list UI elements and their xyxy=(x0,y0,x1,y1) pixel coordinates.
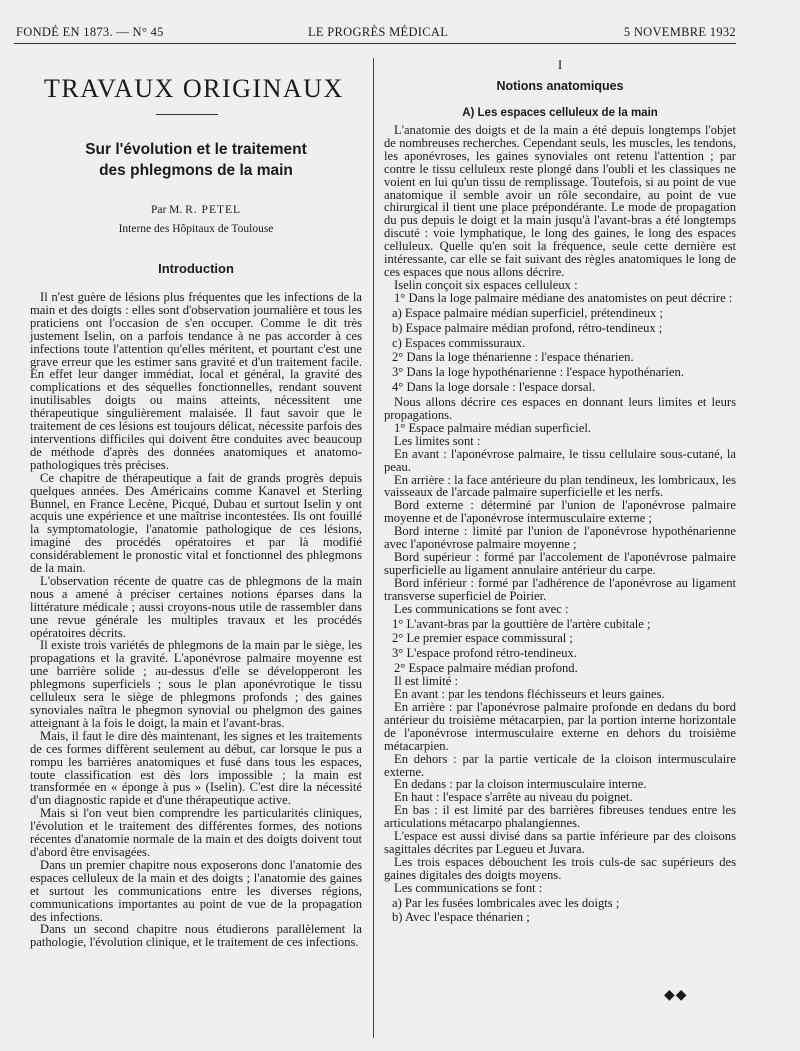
list-item: a) Espace palmaire médian superficiel, prétendineux ; xyxy=(392,305,663,320)
running-header xyxy=(16,25,736,41)
paragraph: En dehors : par la partie verticale de la cloison intermusculaire externe. xyxy=(384,751,736,779)
left-column xyxy=(30,58,362,949)
paragraph: Bord externe : déterminé par l'union de l'aponévrose palmaire moyenne et de l'aponévrose intermusculaire externe ; xyxy=(384,498,736,526)
byline-prefix: Par M. xyxy=(150,204,183,216)
part-title: Notions anatomiques xyxy=(496,79,624,93)
list-item: c) Espaces commissuraux. xyxy=(392,335,526,350)
list-item: b) Avec l'espace thénarien ; xyxy=(392,910,530,925)
section-title: TRAVAUX ORIGINAUX xyxy=(44,74,344,103)
header-founding: FONDÉ EN 1873. — N° 45 xyxy=(16,25,164,39)
list-item: 2° Le premier espace commissural ; xyxy=(392,631,573,646)
article-title xyxy=(30,139,362,181)
list-item: b) Espace palmaire médian profond, rétro-tendineux ; xyxy=(392,320,663,335)
article-title-line-1: Sur l'évolution et le traitement xyxy=(85,141,307,158)
list-item: 2° Dans la loge thénarienne : l'espace thénarien. xyxy=(392,350,634,365)
paragraph: En arrière : par l'aponévrose palmaire profonde en dedans du bord antérieur du troisième métacarpien, par la portion interne horizontale de l'aponévrose intermusculaire externe en dehors du troisième métacarpien. xyxy=(384,699,736,753)
paragraph: Nous allons décrire ces espaces en donnant leurs limites et leurs propagations. xyxy=(384,395,736,423)
paragraph: Iselin conçoit six espaces celluleux : xyxy=(394,277,578,292)
right-column xyxy=(384,58,736,926)
introduction-heading: Introduction xyxy=(158,261,234,276)
column-divider xyxy=(373,58,374,1038)
header-journal-title: LE PROGRÈS MÉDICAL xyxy=(308,25,449,39)
list-item: 3° Dans la loge hypothénarienne : l'espace hypothénarien. xyxy=(392,365,684,380)
paragraph: En avant : l'aponévrose palmaire, le tissu cellulaire sous-cutané, la peau. xyxy=(384,446,736,474)
paragraph: Dans un premier chapitre nous exposerons donc l'anatomie des espaces celluleux de la main et des doigts ; l'anatomie des gaines et surtout les communications entre les diverses régions, communications importantes au point de vue de la propagation des infections. xyxy=(30,857,362,924)
paragraph: Les trois espaces débouchent les trois culs-de sac supérieurs des gaines digitales des doigts moyens. xyxy=(384,854,736,882)
paragraph: Les communications se font : xyxy=(394,880,543,895)
paragraph: Il existe trois variétés de phlegmons de la main par le siège, les propagations et la gravité. L'aponévrose palmaire moyenne est une barrière solide ; au-dessus d'elle se développeront les phlegmons superficiels ; sous le plan aponévrotique le tissu celluleux sera le siège de phlegmons profonds ; des gaines synoviales naîtra le phegmon synovial ou phelgmon des gaines atteignant à la fois le doigt, la main et l'avant-bras. xyxy=(30,638,362,730)
paragraph: Bord interne : limité par l'union de l'aponévrose hypothénarienne avec l'aponévrose palmaire moyenne ; xyxy=(384,524,736,552)
paragraph: 1° Dans la loge palmaire médiane des anatomistes on peut décrire : xyxy=(394,290,733,305)
paragraph: En dedans : par la cloison intermusculaire interne. xyxy=(394,777,647,792)
paragraph: L'anatomie des doigts et de la main a été depuis longtemps l'objet de nombreuses recherches. Cependant seuls, les muscles, les tendons, les aponévroses, les gaines synoviales ont retenu l'attention ; par contre le tissu celluleux reste plongé dans l'oubli et les classiques ne voient en lui qu'un tissu de remplissage. Toutefois, si au point de vue anatomique il semble avoir un rôle secondaire, au point de vue chirurgical il tient une place prépondérante. Le mode de propagation du pus depuis le doigt et la main jusqu'à l'avant-bras a été longtemps discuté : voie lymphatique, le long des gaines, le long des espaces celluleux. Quelle qu'en soit la fréquence, seule cette dernière est intéressante, car elle se fait suivant des règles anatomiques le long de ces espaces que nous allons décrire. xyxy=(384,123,736,279)
paragraph: En bas : il est limité par des barrières fibreuses tendues entre les articulations métacarpo phalangiennes. xyxy=(384,803,736,831)
paragraph: L'espace est aussi divisé dans sa partie inférieure par des cloisons sagittales décrites par Legueu et Juvara. xyxy=(384,829,736,856)
paragraph: Bord inférieur : formé par l'adhérence de l'aponévrose au ligament transverse superficiel de Poirier. xyxy=(384,575,736,603)
paragraph: Les limites sont : xyxy=(394,433,481,448)
byline xyxy=(30,203,362,218)
subsection-title: A) Les espaces celluleux de la main xyxy=(462,107,658,119)
paragraph: Mais, il faut le dire dès maintenant, les signes et les traitements de ces formes diffèrent seulement au début, car lorsque le pus a rompu les barrières anatomiques et fusé dans tous les espaces, toute classification est dès lors impossible ; la main est transformée en « éponge à pus » (Iselin). C'est dire la nécessité d'un diagnostic rapide et d'une thérapeutique active. xyxy=(30,728,362,808)
paragraph: L'observation récente de quatre cas de phlegmons de la main nous a amené à préciser certaines notions éparses dans la littérature médicale ; aussi croyons-nous utile de rassembler dans une revue générale les multiples travaux et les procédés opératoires décrits. xyxy=(30,573,362,640)
title-rule xyxy=(156,114,218,115)
author-name: R. PETEL xyxy=(185,204,242,216)
paragraph: Il n'est guère de lésions plus fréquentes que les infections de la main et des doigts : elles sont d'observation journalière et tous les praticiens ont l'occasion de s'en occuper. Comme le dit très justement Iselin, on a parfois tendance à ne pas accorder à ces infections toute l'attention qu'elles méritent, et pourtant c'est une grave erreur que les estimer sans gravité et d'un traitement facile. En effet leur danger immédiat, local et général, la gravité des complications et des séquelles fonctionnelles, rendant souvent inutilisables doigts ou mains atteints, nécessitent une thérapeutique singulièrement malaisée. Il faut savoir que le traitement de ces lésions est toujours délicat, nécessite parfois des interventions difficiles qui doivent être conduites avec beaucoup de méthode d'après des données anatomiques et anatomo-pathologiques très précises. xyxy=(30,290,362,472)
paragraph: Ce chapitre de thérapeutique a fait de grands progrès depuis quelques années. Des Américains comme Kanavel et Sterling Bunnel, en France Lecène, Picqué, Dubau et surtout Iselin y ont acquis une expérience et une maîtrise incontestées. Ils ont fouillé la symptomatologie, l'anatomie pathologique de ces lésions, imaginé des procédés opératoires et par là modifié considérablement le pronostic vital et fonctionnel des phlegmons de la main. xyxy=(30,470,362,576)
list-item: 3° L'espace profond rétro-tendineux. xyxy=(392,646,577,661)
list-item: 4° Dans la loge dorsale : l'espace dorsal. xyxy=(392,380,596,395)
end-ornament: ◆◆ xyxy=(664,988,688,1003)
author-affiliation: Interne des Hôpitaux de Toulouse xyxy=(118,223,274,235)
paragraph: Dans un second chapitre nous étudierons parallèlement la pathologie, l'évolution clinique, et le traitement de ces infections. xyxy=(30,922,362,950)
paragraph: Les communications se font avec : xyxy=(394,601,569,616)
paragraph: Bord supérieur : formé par l'accolement de l'aponévrose palmaire superficielle au ligament annulaire antérieur du carpe. xyxy=(384,550,736,577)
paragraph: En haut : l'espace s'arrête au niveau du poignet. xyxy=(394,790,633,805)
paragraph: En avant : par les tendons fléchisseurs et leurs gaines. xyxy=(394,687,665,702)
subheading: 2° Espace palmaire médian profond. xyxy=(394,661,578,676)
subheading: 1° Espace palmaire médian superficiel. xyxy=(394,420,592,435)
paragraph: Mais si l'on veut bien comprendre les particularités cliniques, l'évolution et le traitement des différentes formes, des notions récentes d'anatomie normale de la main et des doigts doivent tout d'abord être envisagées. xyxy=(30,806,362,859)
paragraph: En arrière : la face antérieure du plan tendineux, les lombricaux, les vaisseaux de l'arcade palmaire superficielle et les nerfs. xyxy=(384,472,736,500)
list-item: 1° L'avant-bras par la gouttière de l'artère cubitale ; xyxy=(392,616,651,631)
list-item: a) Par les fusées lombricales avec les doigts ; xyxy=(392,895,620,910)
part-number: I xyxy=(557,57,563,72)
article-title-line-2: des phlegmons de la main xyxy=(99,162,293,179)
header-rule xyxy=(14,43,736,44)
header-date: 5 NOVEMBRE 1932 xyxy=(623,25,736,39)
paragraph: Il est limité : xyxy=(394,674,459,689)
